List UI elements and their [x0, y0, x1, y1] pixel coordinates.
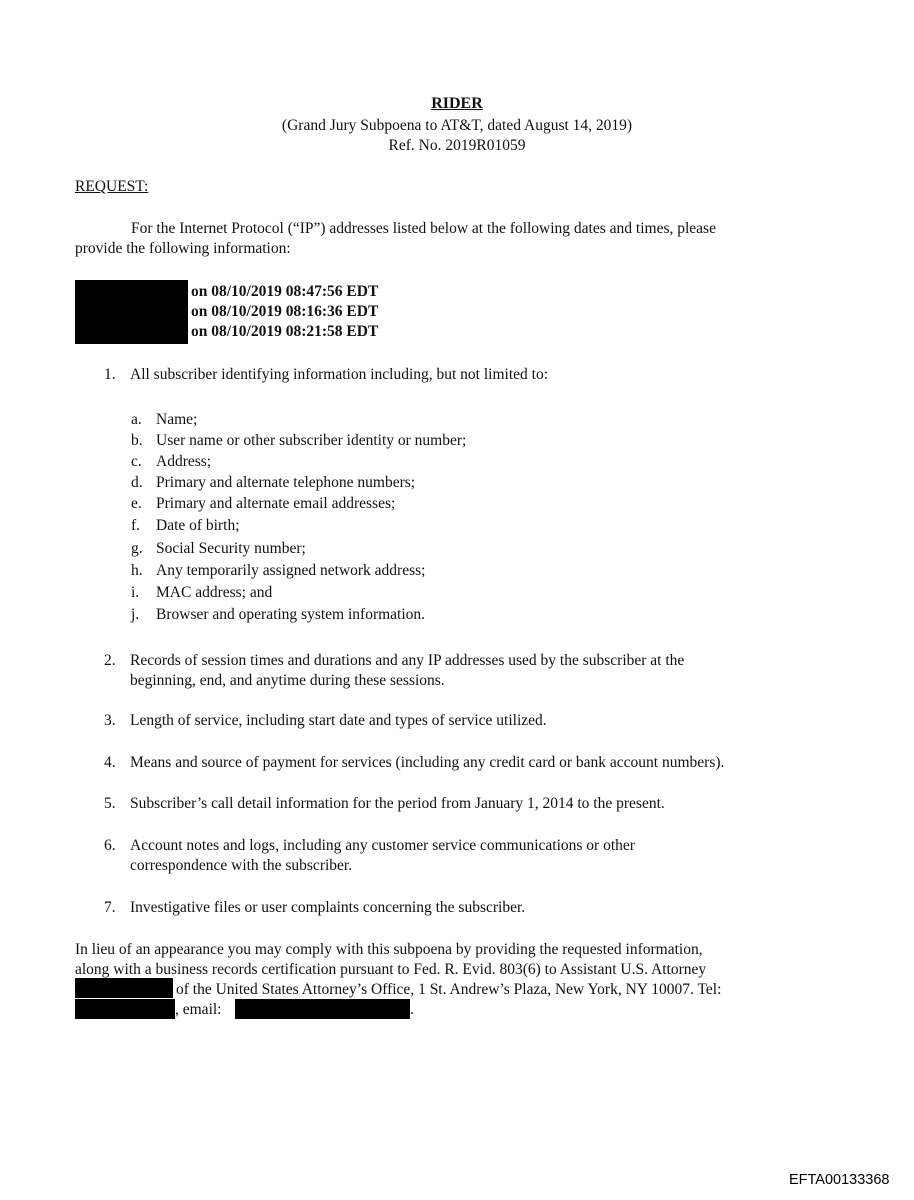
- ip-entry: on 08/10/2019 08:47:56 EDT: [191, 283, 379, 300]
- rider-subtitle: (Grand Jury Subpoena to AT&T, dated August 14, 2019): [281, 117, 633, 134]
- subitem-text: Any temporarily assigned network address;: [156, 562, 426, 579]
- closing-line-4-email-label: , email:: [175, 1001, 222, 1018]
- request-heading: REQUEST:: [75, 178, 149, 195]
- subitem-text: Address;: [156, 453, 212, 470]
- ip-redaction: [75, 280, 188, 344]
- ip-entry: on 08/10/2019 08:21:58 EDT: [191, 323, 379, 340]
- subitem-text: MAC address; and: [156, 584, 273, 601]
- subitem-letter: e.: [131, 495, 142, 512]
- closing-line-3: of the United States Attorney’s Office, 1 St. Andrew’s Plaza, New York, NY 10007. Tel:: [176, 981, 722, 998]
- item-number: 6.: [104, 837, 116, 854]
- item-text: Means and source of payment for services (including any credit card or bank account numbers).: [130, 754, 725, 771]
- item-text: Investigative files or user complaints concerning the subscriber.: [130, 899, 526, 916]
- subitem-text: User name or other subscriber identity or number;: [156, 432, 467, 449]
- closing-line-1: In lieu of an appearance you may comply with this subpoena by providing the requested information,: [75, 941, 703, 958]
- subitem-letter: h.: [131, 562, 143, 579]
- phone-redaction: [75, 999, 175, 1019]
- item-text: Account notes and logs, including any customer service communications or other: [130, 837, 635, 854]
- closing-line-2: along with a business records certification pursuant to Fed. R. Evid. 803(6) to Assistant U.S. Attorney: [75, 961, 707, 978]
- item-number: 7.: [104, 899, 116, 916]
- name-redaction: [75, 978, 173, 998]
- item-text-continued: beginning, end, and anytime during these sessions.: [130, 672, 445, 689]
- document-id: EFTA00133368: [789, 1172, 890, 1188]
- item-text: Records of session times and durations and any IP addresses used by the subscriber at the: [130, 652, 685, 669]
- ip-entry: on 08/10/2019 08:16:36 EDT: [191, 303, 379, 320]
- subitem-letter: f.: [131, 517, 141, 534]
- subitem-letter: a.: [131, 411, 142, 428]
- subitem-letter: j.: [131, 606, 140, 623]
- subitem-letter: c.: [131, 453, 142, 470]
- reference-number: Ref. No. 2019R01059: [388, 137, 526, 154]
- item-number: 3.: [104, 712, 116, 729]
- item-text: Length of service, including start date and types of service utilized.: [130, 712, 547, 729]
- subitem-text: Primary and alternate telephone numbers;: [156, 474, 416, 491]
- subitem-text: Browser and operating system information.: [156, 606, 426, 623]
- subitem-letter: b.: [131, 432, 143, 449]
- subitem-letter: d.: [131, 474, 143, 491]
- item-1-number: 1.: [104, 366, 116, 383]
- item-text: Subscriber’s call detail information for the period from January 1, 2014 to the present.: [130, 795, 665, 812]
- subitem-letter: g.: [131, 540, 143, 557]
- intro-line-2: provide the following information:: [75, 240, 291, 257]
- item-number: 4.: [104, 754, 116, 771]
- subitem-text: Name;: [156, 411, 198, 428]
- item-number: 2.: [104, 652, 116, 669]
- item-1-text: All subscriber identifying information including, but not limited to:: [130, 366, 549, 383]
- subitem-text: Date of birth;: [156, 517, 240, 534]
- subitem-text: Social Security number;: [156, 540, 306, 557]
- item-text-continued: correspondence with the subscriber.: [130, 857, 353, 874]
- rider-title: RIDER: [431, 95, 483, 112]
- item-number: 5.: [104, 795, 116, 812]
- closing-line-4-period: .: [410, 1001, 414, 1018]
- subitem-letter: i.: [131, 584, 140, 601]
- subitem-text: Primary and alternate email addresses;: [156, 495, 396, 512]
- email-redaction: [235, 999, 410, 1019]
- intro-line-1: For the Internet Protocol (“IP”) addresses listed below at the following dates and times, please: [131, 220, 716, 237]
